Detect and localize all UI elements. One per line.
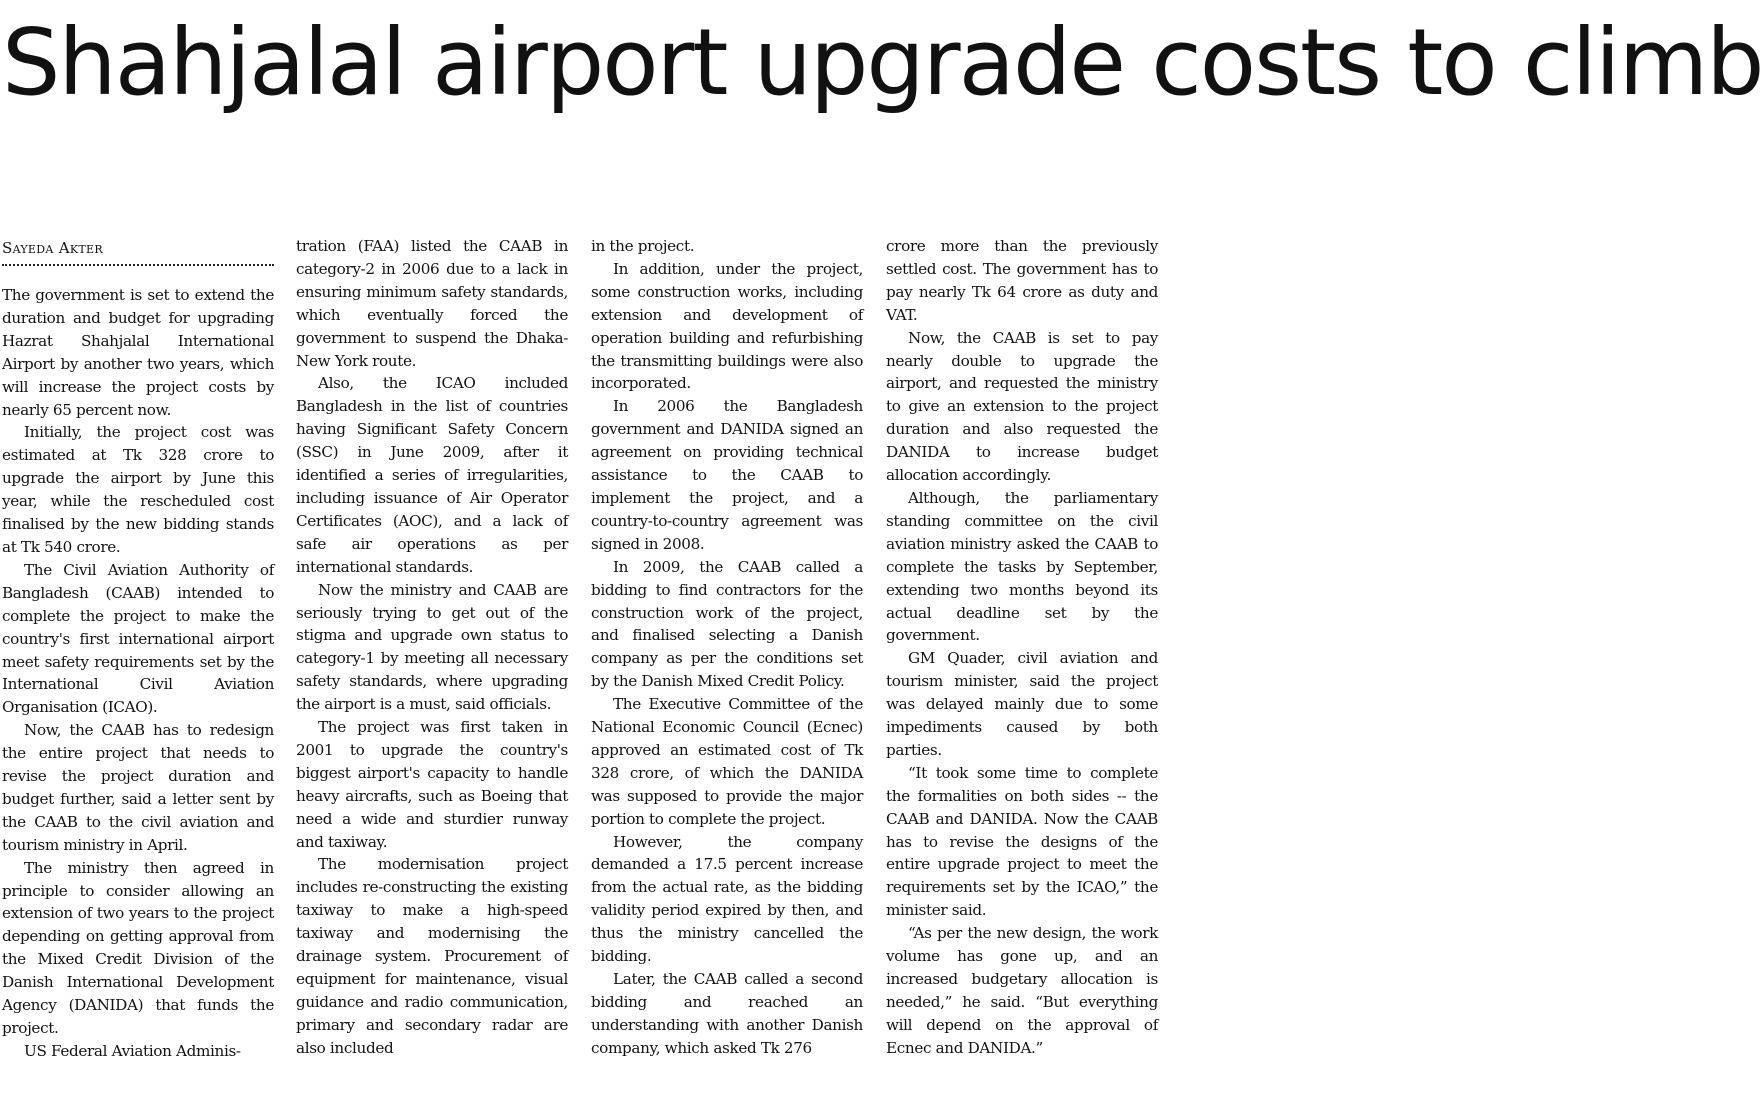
article-paragraph: “As per the new design, the work volume has gone up, and an increased budgetary allocation is needed,” he said. “But everything will depend on the approval of Ecnec and DANIDA.”: [886, 924, 1158, 1057]
article-paragraph: “It took some time to complete the formalities on both sides -- the CAAB and DANIDA. Now the CAAB has to revise the designs of the entire upgrade project to meet the requirements set by the ICAO,” the minister said.: [886, 763, 1158, 920]
article-paragraph: in the project.: [591, 237, 695, 255]
article-paragraph: Now the ministry and CAAB are seriously trying to get out of the stigma and upgrade own status to category-1 by meeting all necessary safety standards, where upgrading the airport is a must, said officials.: [296, 580, 568, 714]
byline: Sayeda Akter: [2, 238, 274, 266]
article-paragraph: The government is set to extend the duration and budget for upgrading Hazrat Shahjalal International Airport by another two years, which will increase the project costs by nearly 65 percent now.: [2, 286, 274, 419]
article-paragraph: In 2006 the Bangladesh government and DANIDA signed an agreement on providing technical assistance to the CAAB to implement the project, and a country-to-country agreement was signed in 2008.: [591, 397, 863, 553]
article-paragraph: The Executive Committee of the National Economic Council (Ecnec) approved an estimated cost of Tk 328 crore, of which the DANIDA was supposed to provide the major portion to complete the project.: [591, 695, 863, 828]
article-paragraph: In addition, under the project, some construction works, including extension and development of operation building and refurbishing the transmitting buildings were also incorporated.: [591, 259, 863, 393]
article-column-4: [886, 235, 1158, 1060]
headline: Shahjalal airport upgrade costs to climb: [2, 9, 1763, 116]
article-paragraph: However, the company demanded a 17.5 percent increase from the actual rate, as the bidding validity period expired by then, and thus the ministry cancelled the bidding.: [591, 832, 863, 966]
article-paragraph: The modernisation project includes re-constructing the existing taxiway to make a high-speed taxiway and modernising the drainage system. Procurement of equipment for maintenance, visual guidance and radio communication, primary and secondary radar are also included: [296, 855, 568, 1057]
article-paragraph: The Civil Aviation Authority of Bangladesh (CAAB) intended to complete the project to make the country's first international airport meet safety requirements set by the International Civil Aviation Organisation (ICAO).: [2, 560, 274, 717]
article-paragraph: Although, the parliamentary standing committee on the civil aviation ministry asked the CAAB to complete the tasks by September, extending two months beyond its actual deadline set by the government.: [886, 488, 1158, 645]
article-paragraph: The project was first taken in 2001 to upgrade the country's biggest airport's capacity to handle heavy aircrafts, such as Boeing that need a wide and sturdier runway and taxiway.: [296, 718, 568, 851]
article-column-2: [296, 235, 568, 1060]
article-paragraph: tration (FAA) listed the CAAB in category-2 in 2006 due to a lack in ensuring minimum safety standards, which eventually forced the government to suspend the Dhaka-New York route.: [296, 237, 568, 370]
article-paragraph: US Federal Aviation Adminis-: [24, 1041, 241, 1060]
article-paragraph: Later, the CAAB called a second bidding and reached an understanding with another Danish company, which asked Tk 276: [591, 970, 863, 1057]
article-column-1: [2, 284, 274, 1063]
article-paragraph: The ministry then agreed in principle to consider allowing an extension of two years to the project depending on getting approval from the Mixed Credit Division of the Danish International Development Agency (DANIDA) that funds the project.: [2, 858, 274, 1037]
article-paragraph: Also, the ICAO included Bangladesh in the list of countries having Significant Safety Concern (SSC) in June 2009, after it identified a series of irregularities, including issuance of Air Operator Certificates (AOC), and a lack of safe air operations as per international standards.: [296, 374, 568, 576]
article-column-3: [591, 235, 863, 1060]
article-paragraph: Now, the CAAB has to redesign the entire project that needs to revise the project duration and budget further, said a letter sent by the CAAB to the civil aviation and tourism ministry in April.: [2, 721, 274, 854]
article-paragraph: Initially, the project cost was estimated at Tk 328 crore to upgrade the airport by June this year, while the rescheduled cost finalised by the new bidding stands at Tk 540 crore.: [2, 423, 274, 556]
article-paragraph: GM Quader, civil aviation and tourism minister, said the project was delayed mainly due to some impediments caused by both parties.: [886, 649, 1158, 759]
article-paragraph: In 2009, the CAAB called a bidding to find contractors for the construction work of the project, and finalised selecting a Danish company as per the conditions set by the Danish Mixed Credit Policy.: [591, 557, 863, 691]
article-paragraph: Now, the CAAB is set to pay nearly double to upgrade the airport, and requested the ministry to give an extension to the project duration and also requested the DANIDA to increase budget allocation accordingly.: [886, 328, 1158, 485]
article-paragraph: crore more than the previously settled cost. The government has to pay nearly Tk 64 crore as duty and VAT.: [886, 237, 1158, 324]
